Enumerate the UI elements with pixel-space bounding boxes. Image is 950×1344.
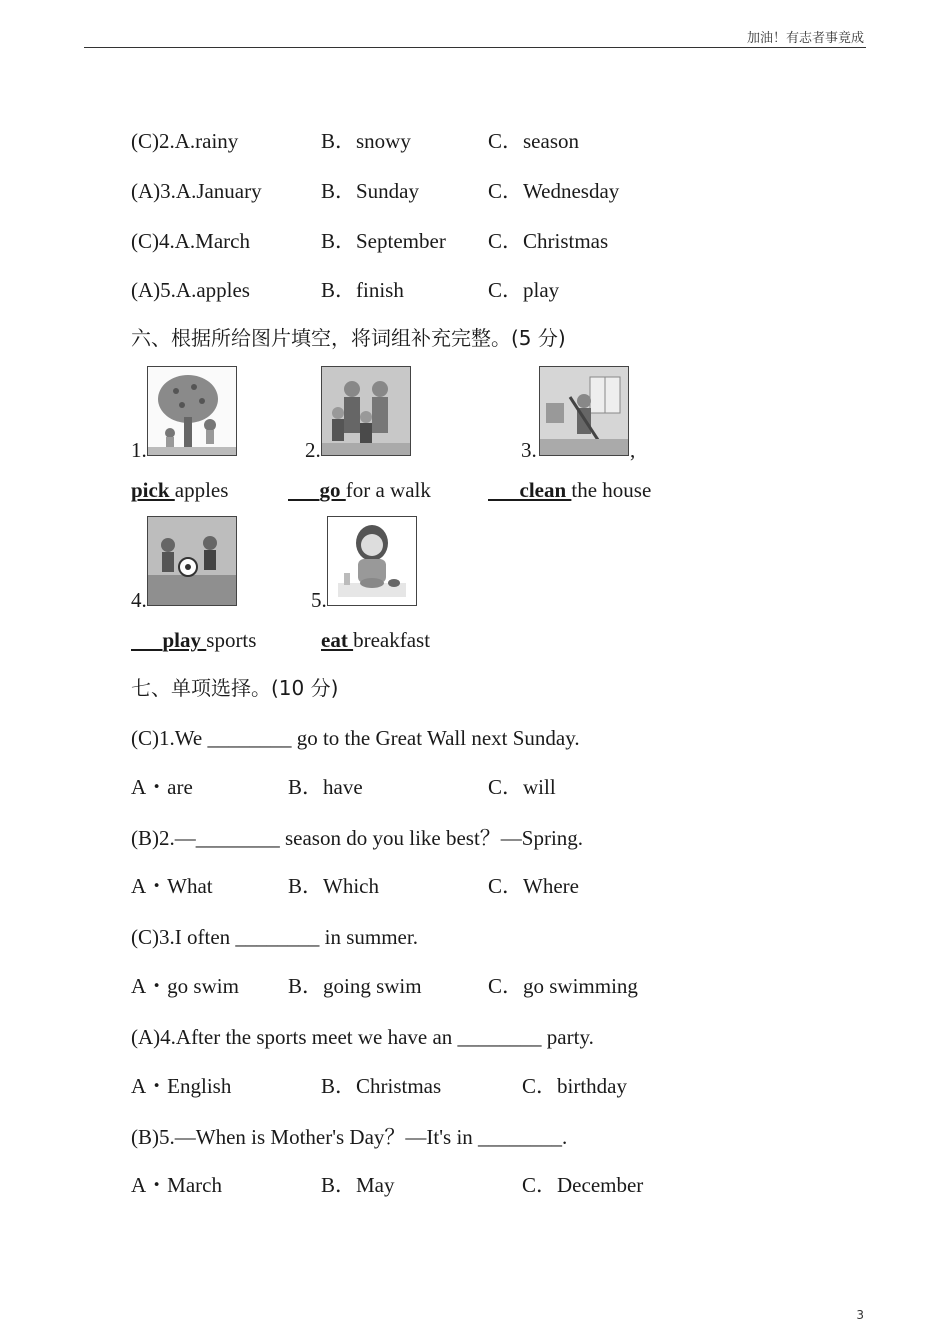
phrase-rest: sports — [206, 628, 257, 652]
option-c: C．Christmas — [488, 229, 609, 253]
question-stem: (C)4.A.March — [131, 229, 250, 253]
section6-title: 六、根据所给图片填空，将词组补充完整。(5 分) — [131, 326, 566, 350]
answer-word: clean — [519, 478, 572, 502]
option-b: B．finish — [321, 278, 404, 302]
option-c: C．Wednesday — [488, 179, 620, 203]
question-2: (B)2.—________ season do you like best？—Spring. — [131, 826, 584, 850]
question-1: (C)1.We ________ go to the Great Wall next Sunday. — [131, 726, 580, 750]
question-stem: (C)2.A.rainy — [131, 129, 239, 153]
phrase-rest: the house — [571, 478, 652, 502]
phrase-rest: apples — [174, 478, 229, 502]
cleaning-house-picture — [539, 366, 629, 456]
option-b: B．going swim — [288, 974, 422, 998]
option-c: C．December — [522, 1173, 644, 1197]
phrase-3 — [488, 477, 651, 503]
option-c: C．play — [488, 278, 560, 302]
question-4: (A)4.After the sports meet we have an ________ party. — [131, 1025, 594, 1049]
item-number: 1. — [131, 438, 147, 462]
option-c: C．go swimming — [488, 974, 638, 998]
question-5: (B)5.—When is Mother's Day？—It's in ________. — [131, 1125, 568, 1149]
option-b: B．September — [321, 229, 446, 253]
option-a: A・What — [131, 874, 213, 898]
option-b: B．have — [288, 775, 363, 799]
girl-breakfast-picture — [327, 516, 417, 606]
option-a: A・are — [131, 775, 193, 799]
answer-blank — [131, 628, 163, 652]
option-b: B．Christmas — [321, 1074, 442, 1098]
question-stem: (A)3.A.January — [131, 179, 262, 203]
option-a: A・go swim — [131, 974, 239, 998]
option-b: B．Sunday — [321, 179, 420, 203]
apple-picking-tree-picture — [147, 366, 237, 456]
phrase-5 — [321, 627, 430, 653]
item-number: 3. — [521, 438, 537, 462]
header-motto: 加油！有志者事竟成 — [746, 31, 864, 46]
answer-word: go — [319, 478, 346, 502]
family-walk-picture — [321, 366, 411, 456]
answer-blank — [288, 478, 320, 502]
option-b: B．May — [321, 1173, 395, 1197]
option-c: C．birthday — [522, 1074, 627, 1098]
option-a: A・English — [131, 1074, 232, 1098]
question-stem: (A)5.A.apples — [131, 278, 250, 302]
option-c: C．season — [488, 129, 579, 153]
kids-playing-ball-picture — [147, 516, 237, 606]
phrase-rest: for a walk — [345, 478, 431, 502]
answer-word: pick — [131, 478, 175, 502]
section7-title: 七、单项选择。(10 分) — [131, 676, 339, 700]
option-a: A・March — [131, 1173, 222, 1197]
item-number: 2. — [305, 438, 321, 462]
answer-word: eat — [321, 628, 354, 652]
option-b: B．snowy — [321, 129, 411, 153]
answer-blank — [488, 478, 520, 502]
option-c: C．Where — [488, 874, 579, 898]
page-number: 3 — [856, 1308, 864, 1322]
option-b: B．Which — [288, 874, 379, 898]
item-separator: , — [630, 438, 636, 462]
header-divider — [84, 47, 866, 48]
answer-word: play — [162, 628, 207, 652]
phrase-2 — [288, 477, 431, 503]
item-number: 4. — [131, 588, 147, 612]
phrase-rest: breakfast — [353, 628, 431, 652]
phrase-1 — [131, 477, 228, 503]
item-number: 5. — [311, 588, 327, 612]
question-3: (C)3.I often ________ in summer. — [131, 925, 418, 949]
phrase-4 — [131, 627, 256, 653]
option-c: C．will — [488, 775, 556, 799]
